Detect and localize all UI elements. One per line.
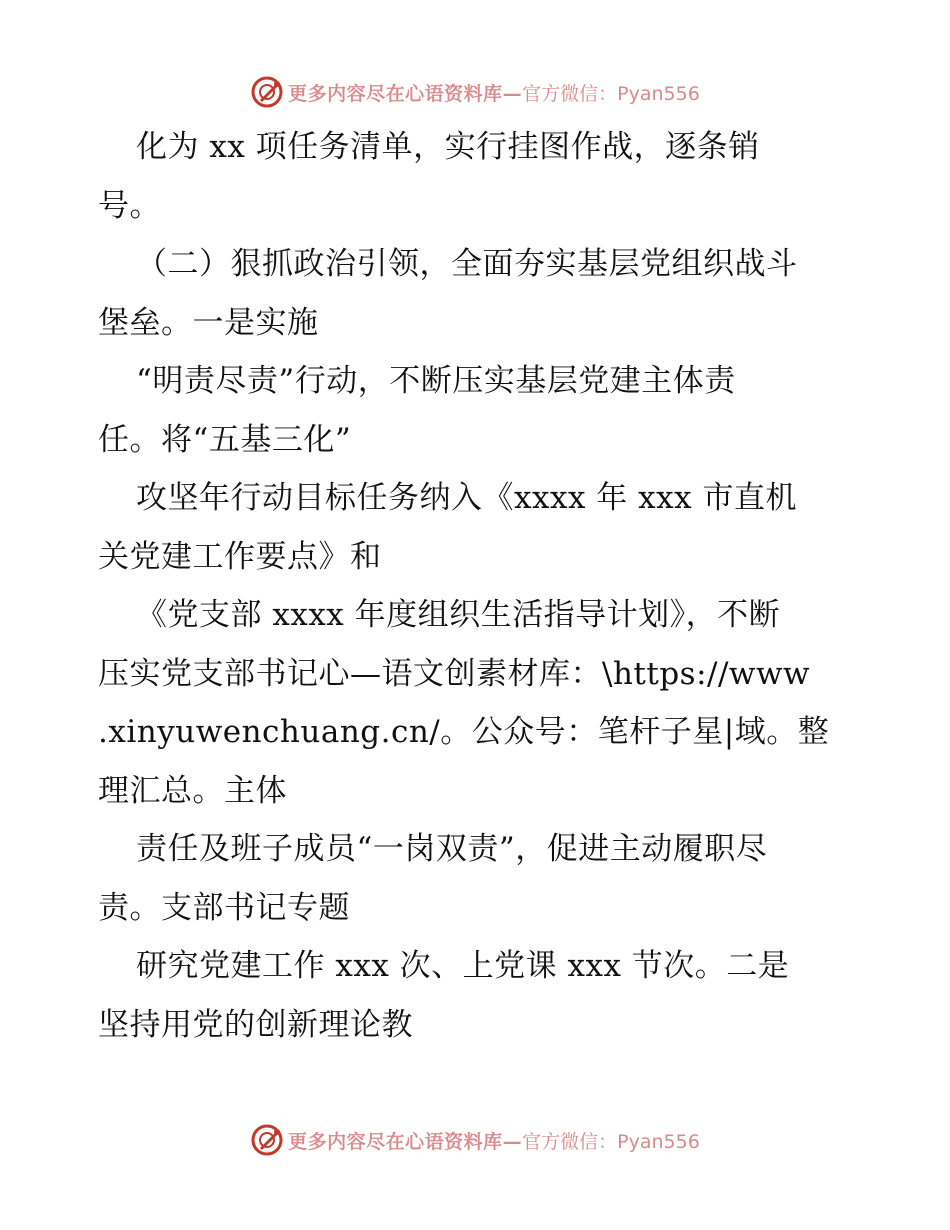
body-line: 责。支部书记专题: [98, 889, 350, 926]
body-line: 关党建工作要点》和: [98, 538, 382, 575]
body-line: 压实党支部书记心—语文创素材库：\https://www: [98, 655, 811, 692]
footer-banner-tail: 官方微信：Pyan556: [522, 1130, 700, 1153]
body-line: 堡垒。一是实施: [98, 304, 319, 341]
document-body: [98, 118, 850, 1054]
footer-banner: [0, 1120, 950, 1160]
body-line: 《党支部 xxxx 年度组织生活指导计划》，不断: [136, 597, 781, 633]
body-line: 攻坚年行动目标任务纳入《xxxx 年 xxx 市直机: [136, 480, 797, 516]
body-line: 坚持用党的创新理论教: [98, 1006, 413, 1043]
body-line: 责任及班子成员“一岗双责”，促进主动履职尽: [136, 831, 768, 867]
body-line: （二）狠抓政治引领，全面夯实基层党组织战斗: [136, 246, 798, 282]
header-banner-tail: 官方微信：Pyan556: [522, 82, 700, 105]
body-line: 任。将“五基三化”: [98, 421, 352, 458]
header-banner-text: 更多内容尽在心语资料库—: [288, 82, 523, 105]
body-line: .xinyuwenchuang.cn/。公众号：笔杆子星|域。整: [98, 714, 830, 750]
body-line: 号。: [98, 187, 161, 224]
footer-banner-text: 更多内容尽在心语资料库—: [288, 1130, 523, 1153]
header-banner: [0, 72, 950, 112]
logo-icon: [250, 1123, 284, 1157]
logo-icon: [250, 75, 284, 109]
body-line: 化为 xx 项任务清单，实行挂图作战，逐条销: [136, 129, 760, 165]
body-line: 研究党建工作 xxx 次、上党课 xxx 节次。二是: [136, 948, 790, 984]
body-line: 理汇总。主体: [98, 772, 287, 809]
body-line: “明责尽责”行动，不断压实基层党建主体责: [136, 363, 736, 399]
